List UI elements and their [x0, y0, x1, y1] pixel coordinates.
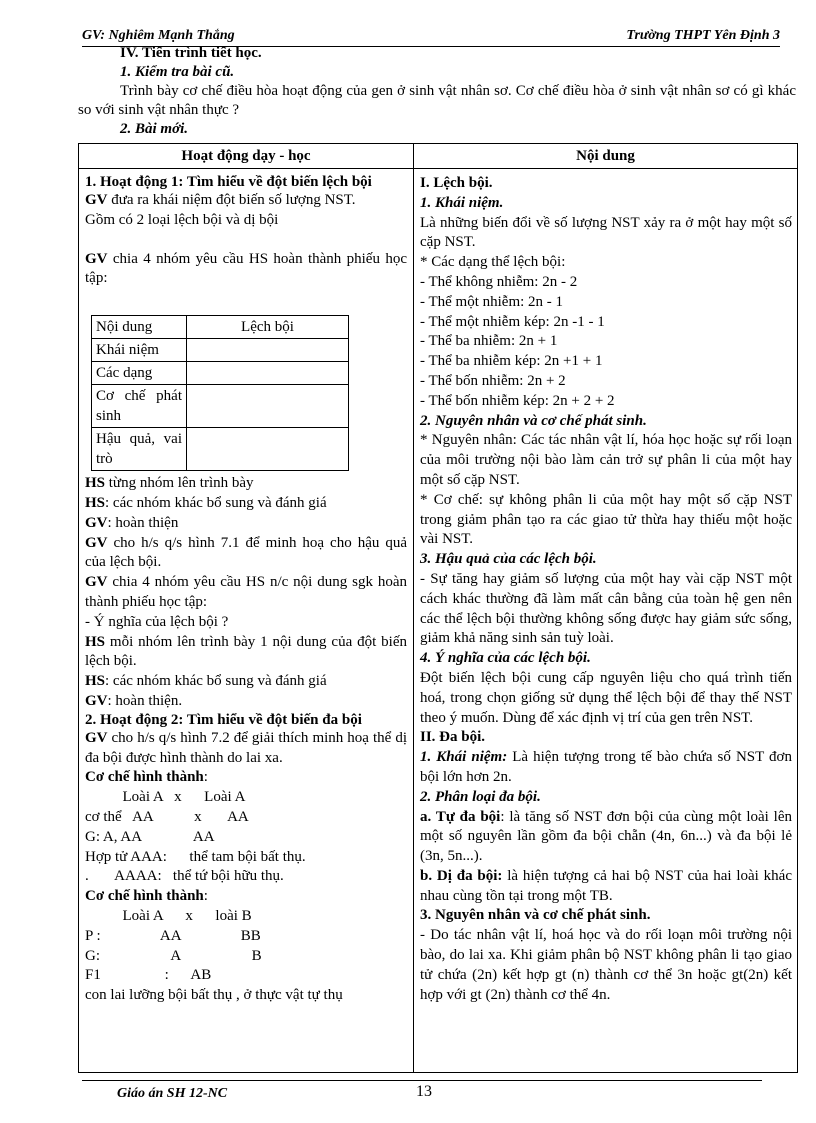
gv-label: GV	[85, 250, 108, 267]
content-subheading: 2. Nguyên nhân và cơ chế phát sinh.	[420, 412, 647, 429]
col-activities-header: Hoạt động dạy - học	[79, 144, 413, 169]
cross-line: F1 : AB	[85, 967, 212, 984]
activity1-title: 1. Hoạt động 1: Tìm hiểu về đột biến lệch bội	[85, 174, 372, 190]
footer-rule	[82, 1080, 762, 1082]
gv-label: GV	[85, 192, 108, 208]
worksheet-head: Lệch bội	[187, 316, 349, 339]
activity-text: chia 4 nhóm yêu cầu HS hoàn thành phiếu học tập:	[85, 250, 407, 287]
worksheet-head: Nội dung	[92, 316, 187, 339]
cross-line: G: A B	[85, 947, 262, 964]
form-item: - Thể ba nhiễm: 2n + 1	[420, 333, 558, 350]
content-text: - Do tác nhân vật lí, hoá học và do rối loạn môi trường nội bào, do lai xa. Khi giảm phân bộ NST không phân li tạo giao tử chứa (2n) kết hợp gt (n) thành cơ thể 3n hoặc gt(2n) kết hợp với gt (2n) thành cơ thể 4n.	[420, 927, 792, 1003]
column-divider	[413, 144, 414, 1072]
mechanism-title: Cơ chế hình thành	[85, 769, 204, 786]
gv-label: GV	[85, 534, 108, 551]
content-text: * Cơ chế: sự không phân li của một hay một số cặp NST trong giảm phân tạo ra các giao tử thừa hay thiếu một hoặc vài NST.	[420, 491, 792, 548]
cross-line: Loài A x loài B	[85, 907, 252, 924]
cross-line: . AAAA: thể tứ bội hữu thụ.	[85, 868, 284, 885]
content-subheading: 4. Ý nghĩa của các lệch bội.	[420, 650, 591, 667]
activity-text: : các nhóm khác bổ sung và đánh giá	[105, 494, 327, 511]
activities-column: 1. Hoạt động 1: Tìm hiểu về đột biến lệch bội GV đưa ra khái niệm đột biến số lượng NST. Gồm có 2 loại lệch bội và dị bội GV chia 4 nhóm yêu cầu HS hoàn thành phiếu học tập: Nội dung Lệch bội Khái niệm Các dạng Cơ chế phát sinh Hậu quả, vai trò HS từng nhóm lên trình bày HS: các nhóm khác bổ sung và đánh giá GV: hoàn thiện GV cho h/s q/s hình 7.1 để minh hoạ cho hậu quả của lệch bội. GV chia 4 nhóm yêu cầu HS n/c nội dung sgk hoàn thành phiếu học tập: - Ý nghĩa của lệch bội ? HS mỗi nhóm lên trình bày 1 nội dung của đột biến lệch bội. HS: các nhóm khác bổ sung và đánh giá GV: hoàn thiện. 2. Hoạt động 2: Tìm hiểu về đột biến đa bội GV cho h/s q/s hình 7.2 để giải thích minh hoạ thể dị đa bội được hình thành do lai xa. Cơ chế hình thành: Loài A x Loài A cơ thể AA x AA G: A, AA AA Hợp tử AAA: thể tam bội bất thụ. . AAAA: thể tứ bội hữu thụ. Cơ chế hình thành: Loài A x loài B P : AA BB G: A B F1 : AB con lai lưỡng bội bất thụ , ở thực vật tự thụ	[85, 174, 407, 1006]
content-heading: I. Lệch bội.	[420, 175, 493, 191]
form-item: - Thể bốn nhiễm: 2n + 2	[420, 372, 566, 389]
content-text: * Nguyên nhân: Các tác nhân vật lí, hóa học hoặc sự rối loạn của môi trường nội bào làm cản trở sự phân li của một hay một số cặp NST.	[420, 432, 792, 488]
content-subheading: 2. Phân loại đa bội.	[420, 788, 541, 805]
content-subheading: 1. Khái niệm:	[420, 749, 508, 766]
col-content-header: Nội dung	[414, 144, 797, 169]
cross-line: Hợp tử AAA: thể tam bội bất thụ.	[85, 848, 306, 865]
content-text: * Các dạng thể lệch bội:	[420, 254, 566, 271]
gv-label: GV	[85, 729, 108, 746]
content-heading: II. Đa bội.	[420, 729, 486, 746]
header-school: Trường THPT Yên Định 3	[626, 28, 780, 43]
lesson-table	[78, 143, 798, 1073]
content-text: : là tăng số NST đơn bội của cùng một loài lên một số nguyên lần gồm đa bội chẵn (4n, 6n...) và đa bội lẻ (3n, 5n...).	[420, 808, 793, 865]
activity-text: : hoàn thiện	[107, 514, 179, 531]
activity-text: mỗi nhóm lên trình bày 1 nội dung của đột biến lệch bội.	[85, 633, 407, 670]
footer-title: Giáo án SH 12-NC	[117, 1086, 228, 1101]
content-label: a. Tự đa bội	[420, 808, 501, 825]
check-title: 1. Kiểm tra bài cũ.	[120, 64, 235, 80]
worksheet-row: Cơ chế phát sinh	[92, 385, 187, 428]
worksheet-row: Khái niệm	[92, 339, 187, 362]
activity-text: : các nhóm khác bổ sung và đánh giá	[105, 673, 327, 690]
content-label: b. Dị đa bội:	[420, 867, 503, 884]
form-item: - Thể một nhiễm kép: 2n -1 - 1	[420, 313, 605, 330]
gv-label: GV	[85, 574, 108, 591]
worksheet-table	[91, 315, 349, 471]
content-text: là hiện tượng cả hai bộ NST của hai loài khác nhau cùng tồn tại trong một TB.	[420, 867, 792, 904]
activity-text: Gồm có 2 loại lệch bội và dị bội	[85, 211, 279, 228]
form-item: - Thể bốn nhiễm kép: 2n + 2 + 2	[420, 392, 615, 409]
activity2-title: 2. Hoạt động 2: Tìm hiểu về đột biến đa bội	[85, 711, 362, 728]
hs-label: HS	[85, 633, 106, 650]
hs-label: HS	[85, 673, 106, 690]
cross-line: cơ thể AA x AA	[85, 808, 249, 825]
content-text: Là hiện tượng trong tế bào chứa số NST đơn bội lớn hơn 2n.	[420, 749, 792, 785]
activity-text: đưa ra khái niệm đột biến số lượng NST.	[107, 192, 356, 208]
page-number: 13	[416, 1083, 432, 1100]
content-text: Đột biến lệch bội cung cấp nguyên liệu cho quá trình tiến hoá, trong chọn giống sử dụng thể lệch bội để thay thế NST theo ý muốn. Dùng để xác định vị trí của gen trên NST.	[420, 669, 792, 726]
activity-text: cho h/s q/s hình 7.2 để giải thích minh hoạ thể dị đa bội được hình thành do lai xa.	[85, 729, 407, 766]
activity-text: - Ý nghĩa của lệch bội ?	[85, 613, 229, 630]
check-text: Trình bày cơ chế điều hòa hoạt động của gen ở sinh vật nhân sơ. Cơ chế điều hòa ở sinh vật nhân sơ có gì khác so với sinh vật nhân thực ?	[78, 83, 796, 118]
content-subheading: 1. Khái niệm.	[420, 194, 504, 211]
cross-line: G: A, AA AA	[85, 828, 215, 845]
hs-label: HS	[85, 475, 106, 492]
content-column	[420, 174, 792, 1005]
content-heading: 3. Nguyên nhân và cơ chế phát sinh.	[420, 907, 651, 924]
intro-section	[78, 44, 796, 139]
header-author: GV: Nghiêm Mạnh Thắng	[82, 28, 235, 43]
worksheet-row: Các dạng	[92, 362, 187, 385]
hs-label: HS	[85, 494, 106, 511]
activity-text: từng nhóm lên trình bày	[105, 475, 254, 492]
activity-text: : hoàn thiện.	[107, 692, 183, 709]
new-lesson-title: 2. Bài mới.	[120, 121, 189, 137]
cross-line: P : AA BB	[85, 927, 261, 944]
mechanism-title: Cơ chế hình thành	[85, 888, 204, 905]
activity-text: con lai lưỡng bội bất thụ , ở thực vật tự thụ	[85, 987, 343, 1004]
form-item: - Thể ba nhiễm kép: 2n +1 + 1	[420, 353, 603, 370]
activity-text: cho h/s q/s hình 7.1 để minh hoạ cho hậu quả của lệch bội.	[85, 534, 407, 571]
section-title: IV. Tiến trình tiết học.	[120, 45, 262, 61]
form-item: - Thể không nhiễm: 2n - 2	[420, 273, 578, 290]
gv-label: GV	[85, 514, 108, 531]
activity-text: chia 4 nhóm yêu cầu HS n/c nội dung sgk hoàn thành phiếu học tập:	[85, 574, 407, 610]
content-subheading: 3. Hậu quả của các lệch bội.	[420, 551, 597, 568]
content-text: Là những biến đổi về số lượng NST xảy ra ở một hay một số cặp NST.	[420, 214, 792, 251]
cross-line: Loài A x Loài A	[85, 789, 246, 806]
gv-label: GV	[85, 692, 108, 709]
worksheet-row: Hậu quả, vai trò	[92, 428, 187, 471]
content-text: - Sự tăng hay giảm số lượng của một hay vài cặp NST một cách khác thường đã làm mất cân bằng của toàn hệ gen nên các thể lệch bội thường không sống được hay giảm sức sống, giảm khả năng sinh sản tuỳ loài.	[420, 570, 792, 647]
form-item: - Thể một nhiễm: 2n - 1	[420, 293, 564, 310]
